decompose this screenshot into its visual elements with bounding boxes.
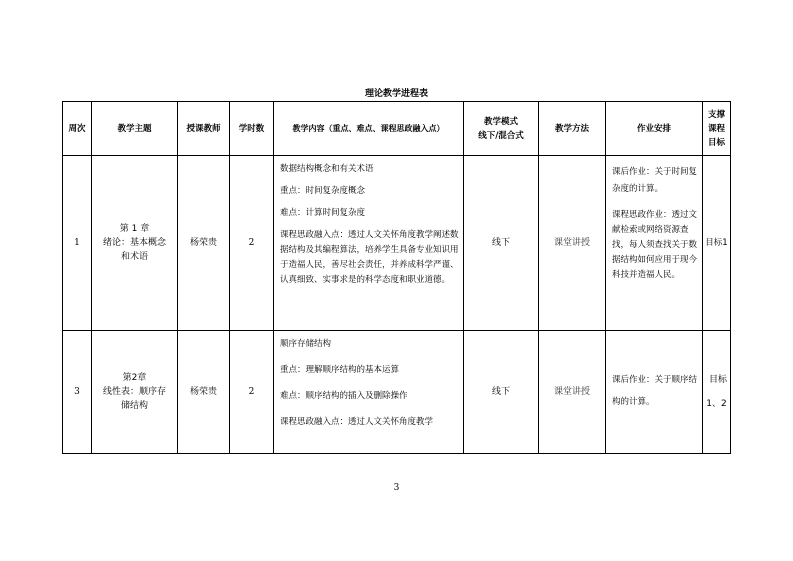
header-hours: 学时数 (230, 102, 274, 156)
row2-topic-line1: 第2章 (122, 373, 147, 383)
row2-week: 3 (63, 331, 92, 454)
row1-topic-line2: 绪论：基本概念 (102, 238, 166, 248)
row2-homework (606, 331, 703, 454)
row2-homework-item: 课后作业：关于顺序结构的计算。 (612, 375, 698, 407)
row1-topic (92, 156, 178, 331)
table-row (63, 331, 731, 454)
row2-topic (92, 331, 178, 454)
header-target-line3: 目标 (707, 137, 725, 148)
header-content: 教学内容（重点、难点、课程思政融入点） (274, 102, 464, 156)
row2-topic-line2: 线性表：顺序存 (102, 387, 166, 397)
schedule-table (62, 101, 731, 454)
header-target-line2: 课程 (707, 123, 725, 134)
row2-content-item: 难点：顺序结构的插入及删除操作 (280, 391, 408, 401)
header-row (63, 102, 731, 156)
row1-mode: 线下 (464, 156, 539, 331)
row1-content (274, 156, 464, 331)
row2-content-item: 顺序存储结构 (280, 339, 332, 349)
row1-topic-line1: 第 1 章 (119, 224, 150, 234)
row1-hours: 2 (230, 156, 274, 331)
header-method: 教学方法 (539, 102, 606, 156)
row2-target-char2: 标 (718, 375, 728, 385)
header-topic: 教学主题 (92, 102, 178, 156)
row2-target-line2: 1、2 (706, 399, 727, 409)
row2-teacher: 杨荣贵 (178, 331, 230, 454)
row2-mode: 线下 (464, 331, 539, 454)
row1-target: 目标1 (703, 156, 731, 331)
header-homework: 作业安排 (606, 102, 703, 156)
row1-content-item: 课程思政融入点：透过人文关怀角度教学阐述数据结构及其编程算法，培养学生具备专业知识用于造福人民，善尽社会责任，并养成科学严谨、认真细致、实事求是的科学态度和职业道德。 (280, 230, 459, 285)
table-row (63, 156, 731, 331)
row2-content-item: 课程思政融入点：透过人文关怀角度教学 (280, 417, 434, 427)
header-mode-line1: 教学模式 (483, 116, 518, 127)
row1-content-item: 重点：时间复杂度概念 (280, 186, 366, 196)
row1-homework (606, 156, 703, 331)
header-target (703, 102, 731, 156)
header-teacher: 授课教师 (178, 102, 230, 156)
row2-target-line1 (703, 373, 730, 387)
table-title: 理论教学进程表 (364, 89, 428, 99)
row1-homework-item: 课后作业：关于时间复杂度的计算。 (612, 167, 698, 194)
row2-method: 课堂讲授 (539, 331, 606, 454)
row1-content-item: 数据结构概念和有关术语 (280, 164, 374, 174)
row1-week: 1 (63, 156, 92, 331)
header-mode (464, 102, 539, 156)
row2-content-item: 重点：理解顺序结构的基本运算 (280, 365, 400, 375)
page-number: 3 (393, 483, 400, 493)
row2-content (274, 331, 464, 454)
row1-method: 课堂讲授 (539, 156, 606, 331)
header-week: 周次 (63, 102, 92, 156)
header-mode-line2: 线下/混合式 (478, 130, 524, 141)
row2-target-char1: 目 (709, 375, 719, 385)
row2-hours: 2 (230, 331, 274, 454)
row2-topic-line3: 储结构 (120, 401, 148, 411)
row1-content-item: 难点：计算时间复杂度 (280, 208, 366, 218)
row2-target (703, 331, 731, 454)
header-target-line1: 支撑 (707, 109, 725, 120)
row1-teacher: 杨荣贵 (178, 156, 230, 331)
row1-homework-item: 课程思政作业：透过文献检索或网络资源查找，每人须查找关于数据结构如何应用于现今科技并造福人民。 (612, 210, 698, 280)
row1-topic-line3: 和术语 (120, 252, 148, 262)
